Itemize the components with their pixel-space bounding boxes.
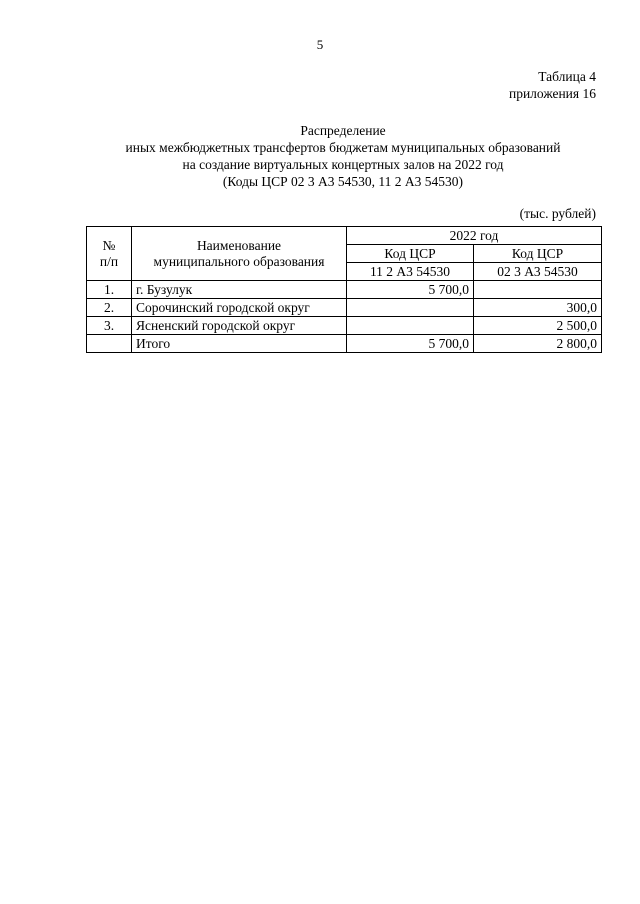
row-value-2 [474,281,602,299]
header-num-symbol: № [102,237,116,253]
units-label: (тыс. рублей) [519,206,596,221]
title-line-1: Распределение [300,123,386,138]
row-value-1: 5 700,0 [347,281,474,299]
header-name-line-2: муниципального образования [153,253,325,269]
row-num: 2. [87,299,132,317]
header-name-cell [132,227,347,281]
header-year-cell: 2022 год [347,227,602,245]
row-value-2: 300,0 [474,299,602,317]
row-value-1 [347,317,474,335]
total-label: Итого [132,335,347,353]
page-number: 5 [316,37,324,52]
total-value-1: 5 700,0 [347,335,474,353]
header-num-abbr: п/п [99,253,119,269]
row-value-2: 2 500,0 [474,317,602,335]
table-row [87,299,602,317]
table-row [87,317,602,335]
table-caption-line-2: приложения 16 [508,86,596,101]
header-num-cell [87,227,132,281]
row-name: г. Бузулук [132,281,347,299]
row-value-1 [347,299,474,317]
distribution-table [86,226,602,353]
row-name: Сорочинский городской округ [132,299,347,317]
table-caption-line-1: Таблица 4 [538,69,596,84]
total-num [87,335,132,353]
title-line-4: (Коды ЦСР 02 3 А3 54530, 11 2 А3 54530) [222,174,464,189]
total-row [87,335,602,353]
total-value-2: 2 800,0 [474,335,602,353]
header-code-2: 02 3 А3 54530 [474,263,602,281]
table-caption [509,68,596,102]
row-num: 1. [87,281,132,299]
title-line-2: иных межбюджетных трансфертов бюджетам муниципальных образований [125,140,561,155]
table-row [87,281,602,299]
row-name: Ясненский городской округ [132,317,347,335]
header-code-label-2: Код ЦСР [474,245,602,263]
document-title [60,122,626,190]
title-line-3: на создание виртуальных концертных залов на 2022 год [182,157,504,172]
header-code-1: 11 2 А3 54530 [347,263,474,281]
header-row-1 [87,227,602,245]
header-name-line-1: Наименование [196,237,282,253]
header-code-label-1: Код ЦСР [347,245,474,263]
row-num: 3. [87,317,132,335]
